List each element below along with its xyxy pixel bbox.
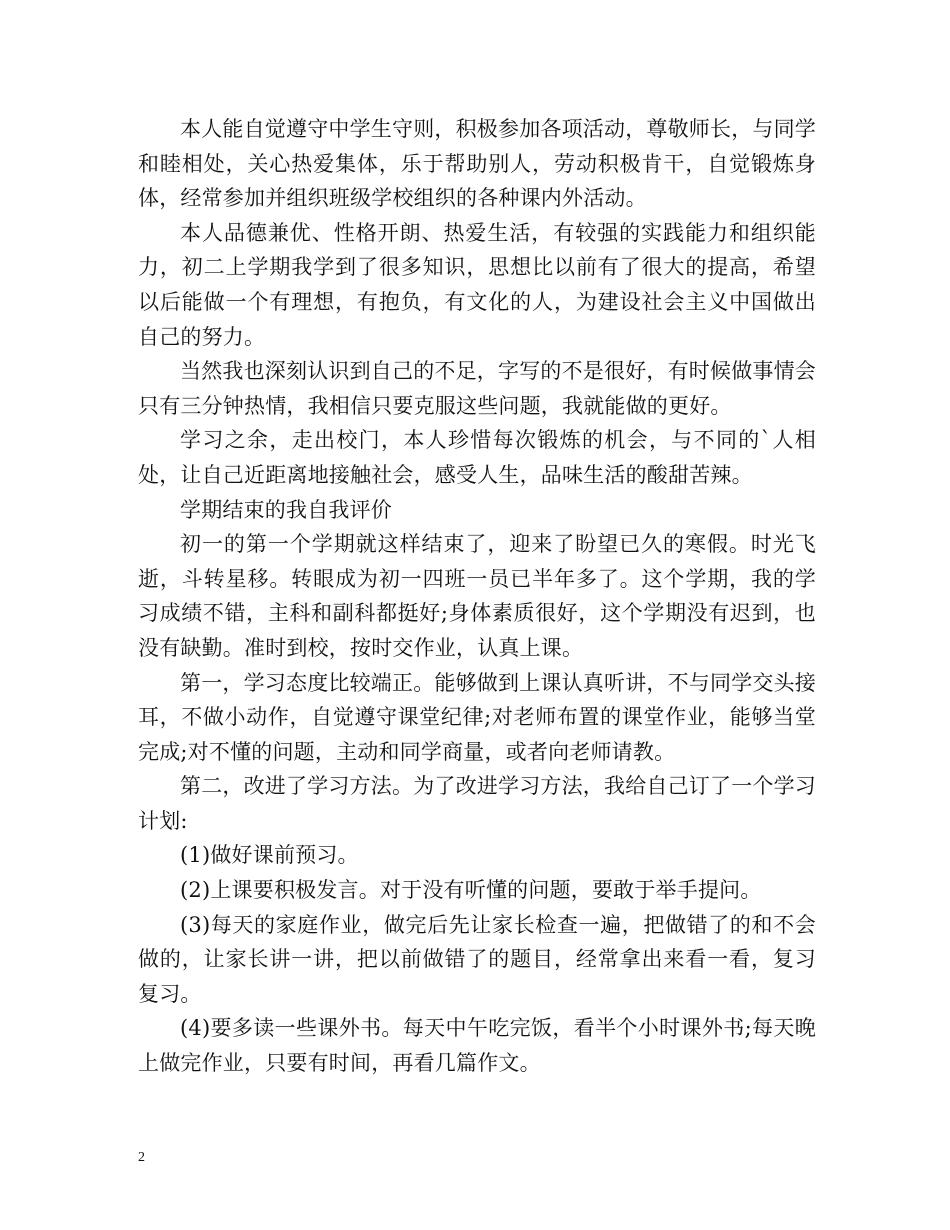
paragraph-6: 第一，学习态度比较端正。能够做到上课认真听讲，不与同学交头接耳，不做小动作，自觉遵守课堂纪律;对老师布置的课堂作业，能够当堂完成;对不懂的问题，主动和同学商量，或者向老师请教。 <box>138 670 816 764</box>
paragraph-4: 学习之余，走出校门，本人珍惜每次锻炼的机会，与不同的`人相处，让自己近距离地接触社会，感受人生，品味生活的酸甜苦辣。 <box>138 428 816 487</box>
document-body <box>138 112 816 1081</box>
paragraph-7: 第二，改进了学习方法。为了改进学习方法，我给自己订了一个学习计划: <box>138 774 816 833</box>
paragraph-5: 初一的第一个学期就这样结束了，迎来了盼望已久的寒假。时光飞逝，斗转星移。转眼成为初一四班一员已半年多了。这个学期，我的学习成绩不错，主科和副科都挺好;身体素质很好，这个学期没有迟到，也没有缺勤。准时到校，按时交作业，认真上课。 <box>138 532 816 660</box>
page-number: 2 <box>138 1150 145 1165</box>
list-item-2: (2)上课要积极发言。对于没有听懂的问题，要敢于举手提问。 <box>180 878 762 903</box>
list-item-3: (3)每天的家庭作业，做完后先让家长检查一遍，把做错了的和不会做的，让家长讲一讲，把以前做错了的题目，经常拿出来看一看，复习复习。 <box>138 912 816 1006</box>
paragraph-2: 本人品德兼优、性格开朗、热爱生活，有较强的实践能力和组织能力，初二上学期我学到了很多知识，思想比以前有了很大的提高，希望以后能做一个有理想，有抱负，有文化的人，为建设社会主义中国做出自己的努力。 <box>138 220 816 349</box>
paragraph-3: 当然我也深刻认识到自己的不足，字写的不是很好，有时候做事情会只有三分钟热情，我相信只要克服这些问题，我就能做的更好。 <box>138 359 816 418</box>
list-item-1: (1)做好课前预习。 <box>180 843 359 868</box>
list-item-4: (4)要多读一些课外书。每天中午吃完饭，看半个小时课外书;每天晚上做完作业，只要有时间，再看几篇作文。 <box>138 1016 816 1076</box>
paragraph-1: 本人能自觉遵守中学生守则，积极参加各项活动，尊敬师长，与同学和睦相处，关心热爱集体，乐于帮助别人，劳动积极肯干，自觉锻炼身体，经常参加并组织班级学校组织的各种课内外活动。 <box>138 117 816 211</box>
section-heading: 学期结束的我自我评价 <box>180 497 392 522</box>
